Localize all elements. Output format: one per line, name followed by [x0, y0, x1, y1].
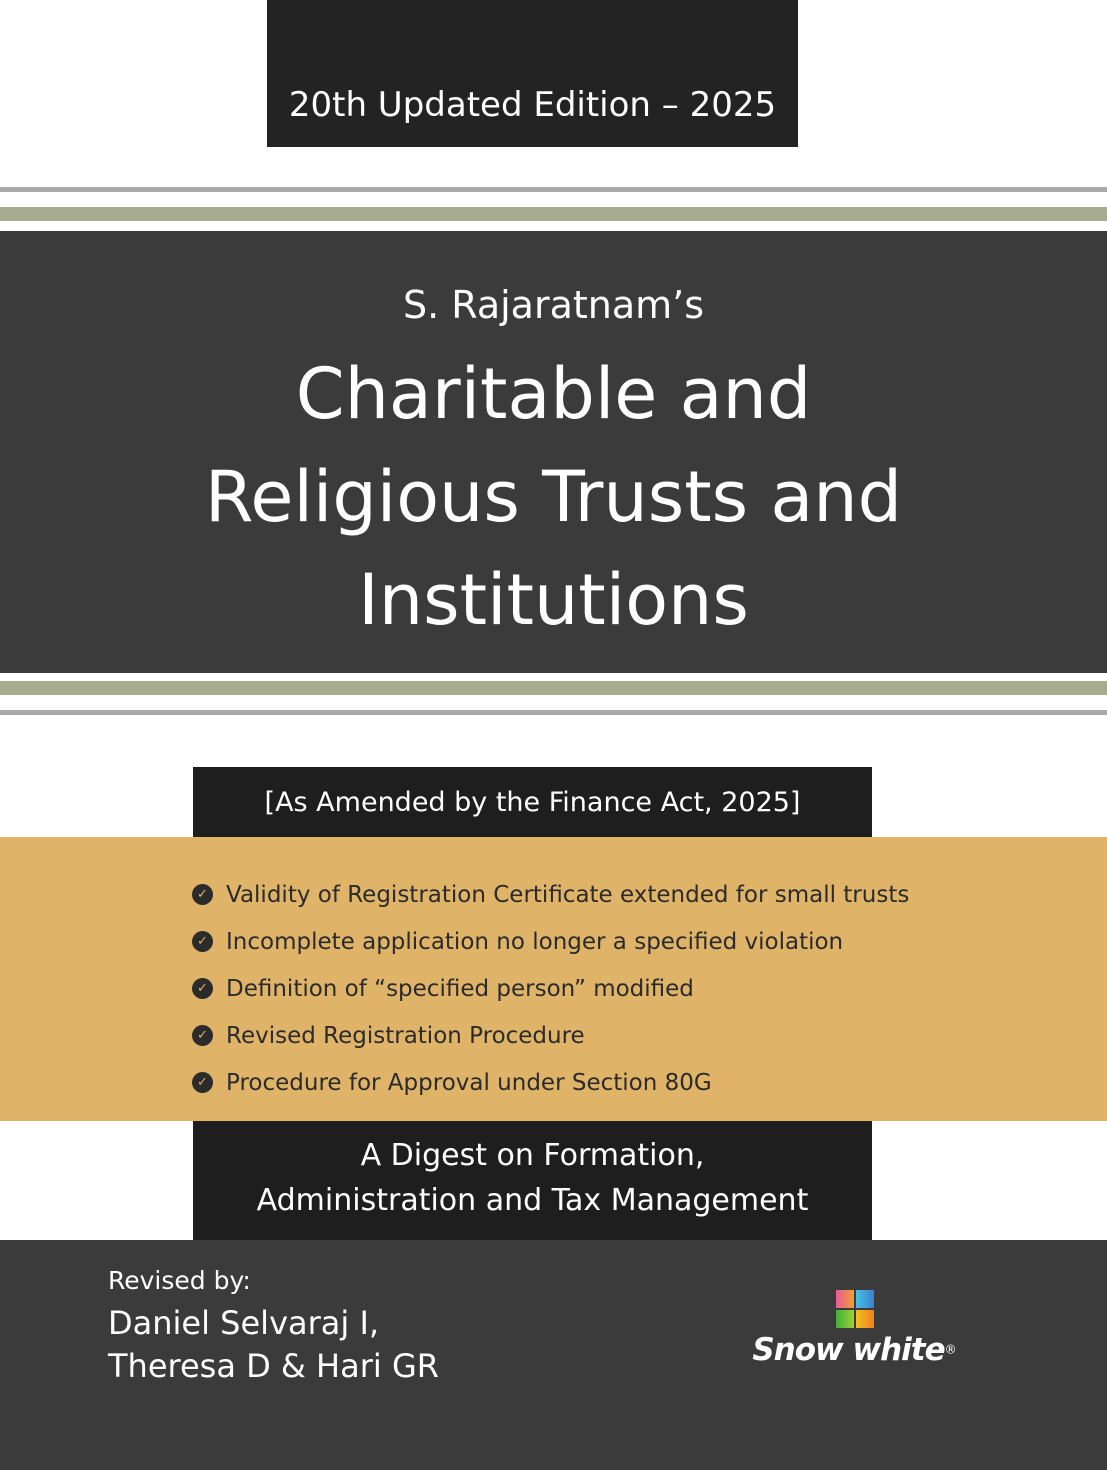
title-band [0, 231, 1107, 673]
highlight-text: Procedure for Approval under Section 80G [226, 1069, 712, 1096]
highlight-text: Revised Registration Procedure [226, 1022, 585, 1049]
check-circle-icon: ✓ [192, 1025, 213, 1046]
reviser-line: Daniel Selvaraj I, [108, 1304, 380, 1342]
footer-band [0, 1240, 1107, 1470]
list-item [192, 1012, 1107, 1059]
amended-banner [193, 767, 872, 838]
list-item [192, 918, 1107, 965]
revised-label: Revised by: [108, 1266, 251, 1295]
check-circle-icon: ✓ [192, 1072, 213, 1093]
highlight-text: Validity of Registration Certificate extended for small trusts [226, 881, 910, 908]
title-line: Institutions [358, 559, 749, 641]
list-item [192, 1059, 1107, 1106]
highlight-text: Definition of “specified person” modified [226, 975, 694, 1002]
divider-stripe [0, 187, 1107, 192]
divider-stripe [0, 207, 1107, 221]
edition-text: 20th Updated Edition – 2025 [288, 85, 777, 125]
title-line: Charitable and [295, 353, 812, 435]
registered-mark: ® [944, 1342, 957, 1357]
publisher-logo [752, 1290, 957, 1368]
check-circle-icon: ✓ [192, 884, 213, 905]
reviser-line: Theresa D & Hari GR [108, 1347, 439, 1385]
list-item [192, 965, 1107, 1012]
divider-stripe [0, 681, 1107, 695]
digest-line: Administration and Tax Management [256, 1183, 809, 1218]
check-circle-icon: ✓ [192, 931, 213, 952]
revisers [108, 1302, 439, 1388]
book-title [0, 343, 1107, 652]
highlight-text: Incomplete application no longer a specified violation [226, 928, 844, 955]
author-name: S. Rajaratnam’s [402, 283, 705, 327]
amended-text: [As Amended by the Finance Act, 2025] [264, 787, 801, 818]
edition-banner [267, 0, 798, 147]
divider-stripe [0, 710, 1107, 715]
highlights-list [0, 837, 1107, 1121]
list-item [192, 871, 1107, 918]
digest-line: A Digest on Formation, [360, 1138, 705, 1173]
digest-banner [193, 1121, 872, 1240]
logo-mark-icon [836, 1290, 874, 1328]
publisher-name: Snow white [752, 1332, 945, 1368]
title-line: Religious Trusts and [204, 456, 903, 538]
check-circle-icon: ✓ [192, 978, 213, 999]
